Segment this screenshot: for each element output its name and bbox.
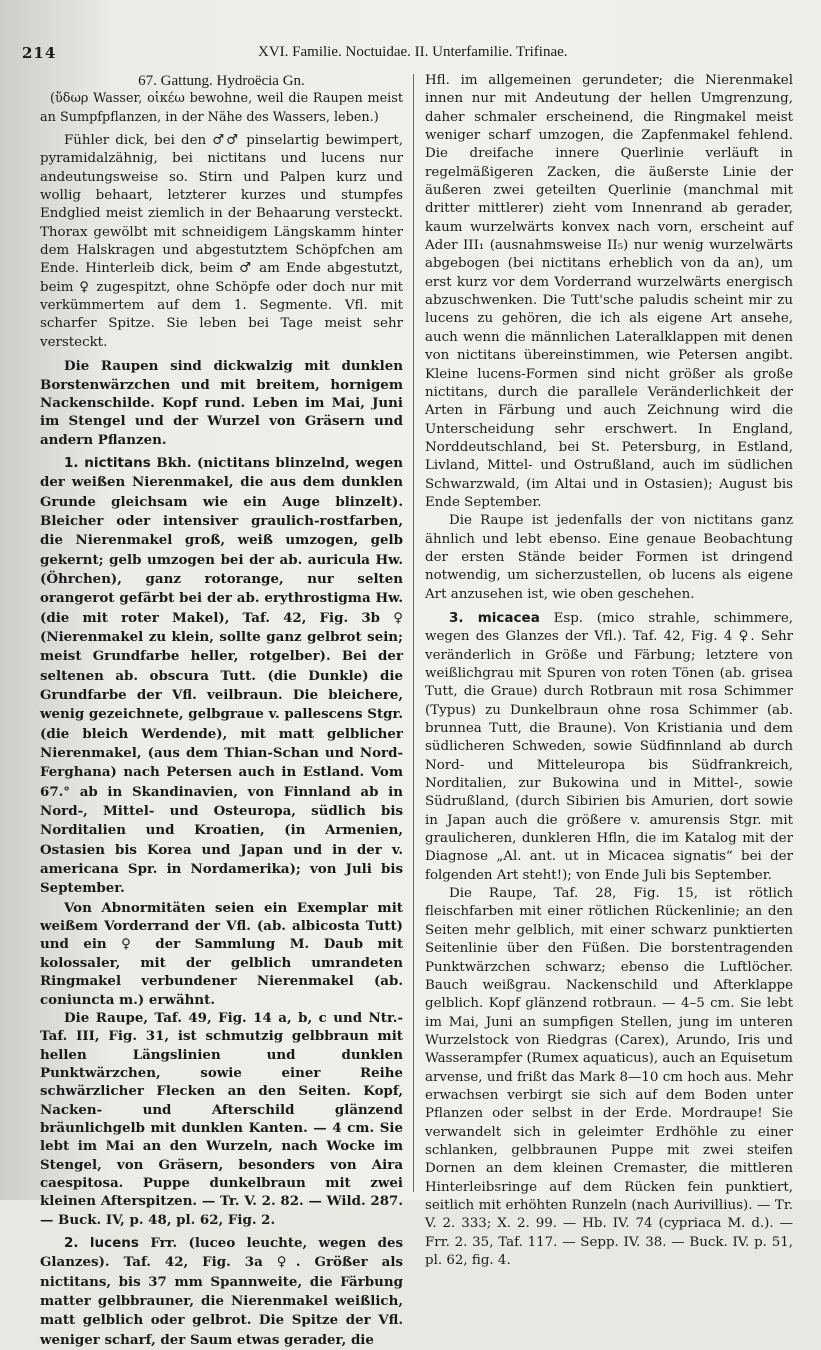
species-name: 3. micacea [449, 609, 540, 626]
species-text: Bkh. (nictitans blinzelnd, wegen der weißen Nierenmakel, die aus dem dunklen Grunde gleichsam wie ein Auge blinzelt). Bleicher oder intensiver graulich-rostfarben, die Nierenmakel groß, weiß umzogen, gelb gekernt; gelb umzogen bei der ab. auricula Hw. (Öhrchen), ganz rotorange, nur selten orangerot gefärbt bei der ab. erythrostigma Hw. (die mit roter Makel), Taf. 42, Fig. 3b ♀ (Nierenmakel zu klein, sollte ganz gelbrot sein; meist Grundfarbe heller, rotgelber). Bei der seltenen ab. obscura Tutt. (die Dunkle) die Grundfarbe der Vfl. veilbraun. Die bleichere, wenig gezeichnete, gelbgraue v. pallescens Stgr. (die bleich Werdende), mit matt gelblicher Nierenmakel, (aus dem Thian-Schan und Nord-Ferghana) nach Petersen auch in Estland. Vom 67.° ab in Skandinavien, von Finnland ab in Nord-, Mittel- und Osteuropa, südlich bis Norditalien und Kroatien, (in Armenien, Ostasien bis Korea und Japan und in der v. americana Spr. in Nordamerika); von Juli bis September. [40, 454, 403, 897]
running-title: XVI. Familie. Noctuidae. II. Unterfamilie. Trifinae. [258, 44, 568, 60]
column-divider [413, 74, 414, 1192]
micacea-larva: Die Raupe, Taf. 28, Fig. 15, ist rötlich fleischfarben mit einer rötlichen Rückenlinie; an den Seiten mehr gelblich, mit einer schwarz punktierten Seitenlinie über den Füßen. Die borstentragenden Punktwärzchen schwarz; ebenso die Luftlöcher. Bauch weißgrau. Nackenschild und Afterklappe gelblich. Kopf glänzend rotbraun. — 4–5 cm. Sie lebt im Mai, Juni an sumpfigen Stellen, jung im unteren Wurzelstock von Riedgras (Carex), Arundo, Iris und Wasserampfer (Rumex aquaticus), auch an Equisetum arvense, und frißt das Mark 8—10 cm hoch aus. Mehr erwachsen verbirgt sie sich auf dem Boden unter Pflanzen oder selbst in der Erde. Mordraupe! Sie verwandelt sich in geleimter Erdhöhle zu einer schlanken, gelbbraunen Puppe mit zwei steifen Dornen an dem kleinen Cremaster, die mittleren Hinterleibsringe auf dem Rücken fein punktiert, seitlich mit erhöhten Runzeln (nach Aurivillius). — Tr. V. 2. 333; X. 2. 99. — Hb. IV. 74 (cypriaca M. d.). — Frr. 2. 35, Taf. 117. — Sepp. IV. 38. — Buck. IV. p. 51, pl. 62, fig. 4. [425, 886, 793, 1268]
species-name: 2. lucens [64, 1234, 139, 1251]
page-number: 214 [22, 44, 57, 62]
species-entry-lucens [40, 1234, 403, 1350]
larva-paragraph: Die Raupe, Taf. 49, Fig. 14 a, b, c und Ntr.-Taf. III, Fig. 31, ist schmutzig gelbbraun mit hellen Längslinien und dunklen Punktwärzchen, sowie einer Reihe schwärzlicher Flecken an den Seiten. Kopf, Nacken- und Afterschild glänzend bräunlichgelb mit dunklen Kanten. — 4 cm. Sie lebt im Mai an den Wurzeln, nach Wocke im Stengel, von Gräsern, besonders von Aira caespitosa. Puppe dunkelbraun mit zwei kleinen Afterspitzen. — Tr. V. 2. 82. — Wild. 287. — Buck. IV, p. 48, pl. 62, Fig. 2. [40, 1009, 403, 1228]
genus-heading: 67. Gattung. Hydroëcia Gn. [138, 73, 305, 89]
species-entry-micacea [425, 609, 793, 885]
page-header [22, 44, 791, 68]
genus-description: Fühler dick, bei den ♂♂ pinselartig bewimpert, pyramidalzähnig, bei nictitans und lucens nur andeutungsweise so. Stirn und Palpen kurz und wollig behaart, letzterer kurzes und stumpfes Endglied meist ziemlich in der Behaarung versteckt. Thorax gewölbt mit schneidigem Längskamm hinter dem Halskragen und abgestutztem Schöpfchen am Ende. Hinterleib dick, beim ♂ am Ende abgestutzt, beim ♀ zugespitzt, ohne Schöpfe oder doch nur mit verkümmertem auf dem 1. Segmente. Vfl. mit scharfer Spitze. Sie leben bei Tage meist sehr versteckt. [40, 133, 403, 350]
species-text: Esp. (mico strahle, schimmere, wegen des Glanzes der Vfl.). Taf. 42, Fig. 4 ♀. Sehr veränderlich in Größe und Färbung; letztere von weißlichgrau mit Spuren von roten Tönen (ab. grisea Tutt, die Graue) durch Rotbraun mit rosa Schimmer (Typus) zu Dunkelbraun ohne rosa Schimmer (ab. brunnea Tutt, die Braune). Von Kristiania und dem südlicheren Schweden, sowie Südfinnland ab durch Nord- und Mitteleuropa bis Südfrankreich, Norditalien, zur Bukowina und in Mittel-, sowie Südrußland, (durch Sibirien bis Amurien, dort sowie in Japan auch die größere v. amurensis Stgr. mit graulicheren, dunkleren Hfln, die im Katalog mit der Diagnose „Al. ant. ut in Micacea signatis“ bei der folgenden Art steht!); von Ende Juli bis September. [425, 610, 793, 883]
species-text: Frr. (luceo leuchte, wegen des Glanzes). Taf. 42, Fig. 3a ♀. Größer als nictitans, bis 37 mm Spannweite, die Färbung matter gelbbrauner, die Nierenmakel weißlich, matt gelblich oder gelbrot. Die Spitze der Vfl. weniger scharf, der Saum etwas gerader, die [40, 1234, 404, 1348]
larva-description: Die Raupen sind dickwalzig mit dunklen Borstenwärzchen und mit breitem, hornigem Nackenschilde. Kopf rund. Leben im Mai, Juni im Stengel und der Wurzel von Gräsern und andern Pflanzen. [40, 358, 403, 448]
abnormalities-paragraph: Von Abnormitäten seien ein Exemplar mit weißem Vorderrand der Vfl. (ab. albicosta Tutt) und ein ♀ der Sammlung M. Daub mit kolossaler, mit der gelblich umrandeten Ringmakel verbundener Nierenmakel (ab. coniuncta m.) erwähnt. [40, 899, 403, 1008]
left-column [40, 72, 404, 1348]
lucens-continuation: Hfl. im allgemeinen gerundeter; die Nierenmakel innen nur mit Andeutung der hellen Umgrenzung, daher schmaler erscheinend, die Ringmakel meist weniger scharf umzogen, die Zapfenmakel fehlend. Die dreifache innere Querlinie verläuft in regelmäßigeren Zacken, die äußerste Linie der äußeren zwei geteilten Querlinie (manchmal mit dritter mittlerer) zieht vom Innenrand ab gerader, kaum wurzelwärts konvex nach vorn, erscheint auf Ader III₁ (ausnahmsweise II₅) nur wenig wurzelwärts abgebogen (bei nictitans erheblich von da an), um erst kurz vor dem Vorderrand wurzelwärts energisch abzuschwenken. Die Tutt'sche paludis scheint mir zu lucens zu gehören, die ich als eigene Art ansehe, auch wenn die männlichen Lateralklappen mit denen von nictitans übereinstimmen, wie Petersen angibt. Kleine lucens-Formen sind nicht größer als große nictitans, durch die parallele Veränderlichkeit der Arten in Färbung und auch Zeichnung wird die Unterscheidung sehr erschwert. In England, Norddeutschland, bei St. Petersburg, in Estland, Livland, Mittel- und Ostrußland, auch im südlichen Schwarzwald, (im Altai und in Ostasien); August bis Ende September. [425, 73, 793, 510]
species-entry-nictitans [40, 454, 403, 899]
genus-etymology: (ὕδωρ Wasser, οἰκέω bewohne, weil die Raupen meist an Sumpfpflanzen, in der Nähe des Wassers, leben.) [40, 91, 403, 125]
right-column [425, 72, 793, 1268]
species-name: 1. nictitans [64, 454, 151, 471]
lucens-larva: Die Raupe ist jedenfalls der von nictitans ganz ähnlich und lebt ebenso. Eine genaue Beobachtung der ersten Stände beider Formen ist dringend notwendig, um sicherzustellen, ob lucens als eigene Art anzusehen ist, wie oben geschehen. [425, 513, 793, 602]
